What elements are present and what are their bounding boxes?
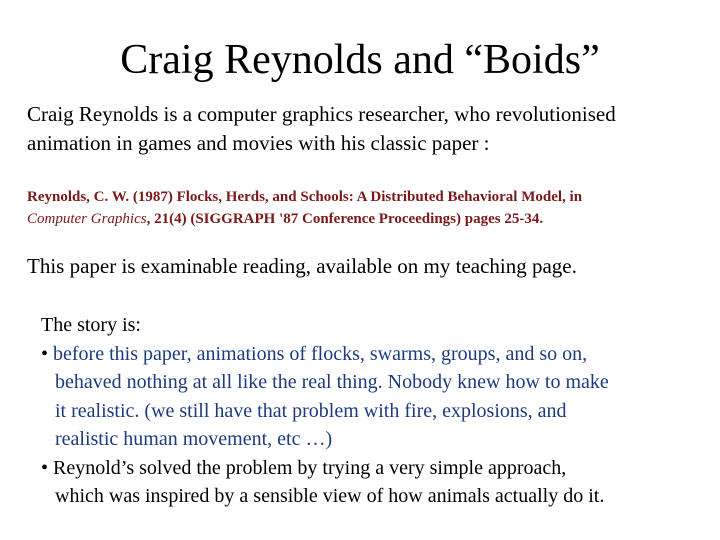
citation-journal: Computer Graphics (27, 211, 147, 227)
slide-title: Craig Reynolds and “Boids” (120, 37, 600, 83)
intro-paragraph (27, 100, 712, 158)
citation-line-1: Reynolds, C. W. (1987) Flocks, Herds, and Schools: A Distributed Behavioral Model, in (27, 189, 583, 205)
bullet-text: Reynold’s solved the problem by trying a very simple approach, (53, 456, 567, 479)
bullet-text: which was inspired by a sensible view of how animals actually do it. (55, 485, 605, 507)
citation-comma: , (146, 211, 155, 227)
bullet-item-2 (41, 454, 716, 511)
intro-line: Craig Reynolds is a computer graphics researcher, who revolutionised (27, 102, 616, 126)
bullet-text: before this paper, animations of flocks, swarms, groups, and so on, (53, 342, 588, 365)
bullet-text: it realistic. (we still have that problem with fire, explosions, and (55, 399, 567, 422)
story-heading: The story is: (41, 314, 141, 336)
examinable-note: This paper is examinable reading, available on my teaching page. (27, 254, 577, 278)
bullet-text: behaved nothing at all like the real thing. Nobody knew how to make (55, 371, 609, 393)
citation-rest: (4) (SIGGRAPH '87 Conference Proceedings) pages 25-34. (169, 211, 544, 227)
story-section (41, 311, 716, 511)
bullet-marker: • (41, 342, 54, 365)
bullet-text: realistic human movement, etc …) (55, 428, 333, 450)
bullet-item-1 (41, 340, 716, 454)
bullet-marker: • (41, 456, 54, 479)
citation (27, 186, 712, 230)
citation-volume: 21 (154, 211, 170, 227)
intro-line: animation in games and movies with his classic paper : (27, 131, 490, 155)
citation-line-2 (27, 208, 712, 230)
